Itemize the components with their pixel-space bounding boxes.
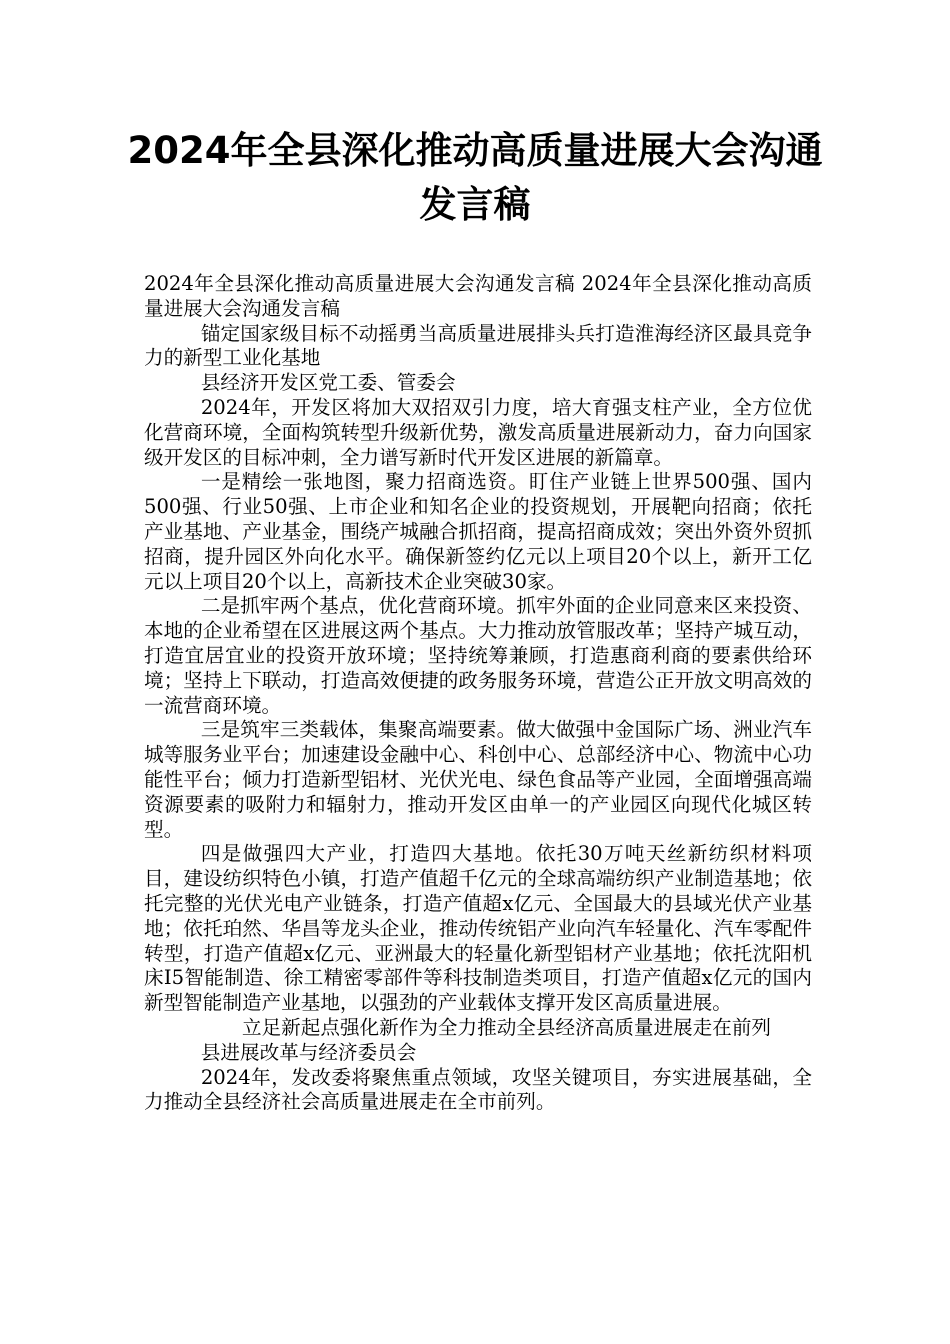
document-body <box>144 272 812 1115</box>
section-author-2: 县进展改革与经济委员会 <box>200 1040 417 1064</box>
document-title: 2024年全县深化推动高质量进展大会沟通发言稿 <box>127 129 823 226</box>
body-paragraph: 二是抓牢两个基点，优化营商环境。抓牢外面的企业同意来区来投资、本地的企业希望在区进展这两个基点。大力推动放管服改革；坚持产城互动，打造宜居宜业的投资开放环境；坚持统筹兼顾，打造惠商利商的要素供给环境；坚持上下联动，打造高效便捷的政务服务环境，营造公正开放文明高效的一流营商环境。 <box>144 594 812 717</box>
body-paragraph-intro: 2024年全县深化推动高质量进展大会沟通发言稿 2024年全县深化推动高质量进展大会沟通发言稿 <box>144 272 812 320</box>
section-author-1: 县经济开发区党工委、管委会 <box>200 371 456 395</box>
body-paragraph: 三是筑牢三类载体，集聚高端要素。做大做强中金国际广场、洲业汽车城等服务业平台；加速建设金融中心、科创中心、总部经济中心、物流中心功能性平台；倾力打造新型铝材、光伏光电、绿色食品等产业园，全面增强高端资源要素的吸附力和辐射力，推动开发区由单一的产业园区向现代化城区转型。 <box>144 718 812 841</box>
body-paragraph: 2024年，开发区将加大双招双引力度，培大育强支柱产业，全方位优化营商环境，全面构筑转型升级新优势，激发高质量进展新动力，奋力向国家级开发区的目标冲刺，全力谱写新时代开发区进展的新篇章。 <box>144 395 812 469</box>
section-heading-2: 立足新起点强化新作为全力推动全县经济高质量进展走在前列 <box>242 1015 772 1039</box>
body-paragraph: 2024年，发改委将聚焦重点领域，攻坚关键项目，夯实进展基础，全力推动全县经济社会高质量进展走在全市前列。 <box>144 1065 812 1114</box>
body-paragraph: 四是做强四大产业，打造四大基地。依托30万吨天丝新纺织材料项目，建设纺织特色小镇，打造产值超千亿元的全球高端纺织产业制造基地；依托完整的光伏光电产业链条，打造产值超x亿元、全国最大的县域光伏产业基地；依托珀然、华昌等龙头企业，推动传统铝产业向汽车轻量化、汽车零配件转型，打造产值超x亿元、亚洲最大的轻量化新型铝材产业基地；依托沈阳机床I5智能制造、徐工精密零部件等科技制造类项目，打造产值超x亿元的国内新型智能制造产业基地，以强劲的产业载体支撑开发区高质量进展。 <box>144 842 812 1015</box>
section-heading-1: 锚定国家级目标不动摇勇当高质量进展排头兵打造淮海经济区最具竞争力的新型工业化基地 <box>144 321 812 370</box>
body-paragraph: 一是精绘一张地图，聚力招商选资。盯住产业链上世界500强、国内500强、行业50强、上市企业和知名企业的投资规划，开展靶向招商；依托产业基地、产业基金，围绕产城融合抓招商，提高招商成效；突出外资外贸抓招商，提升园区外向化水平。确保新签约亿元以上项目20个以上，新开工亿元以上项目20个以上，高新技术企业突破30家。 <box>144 470 812 593</box>
